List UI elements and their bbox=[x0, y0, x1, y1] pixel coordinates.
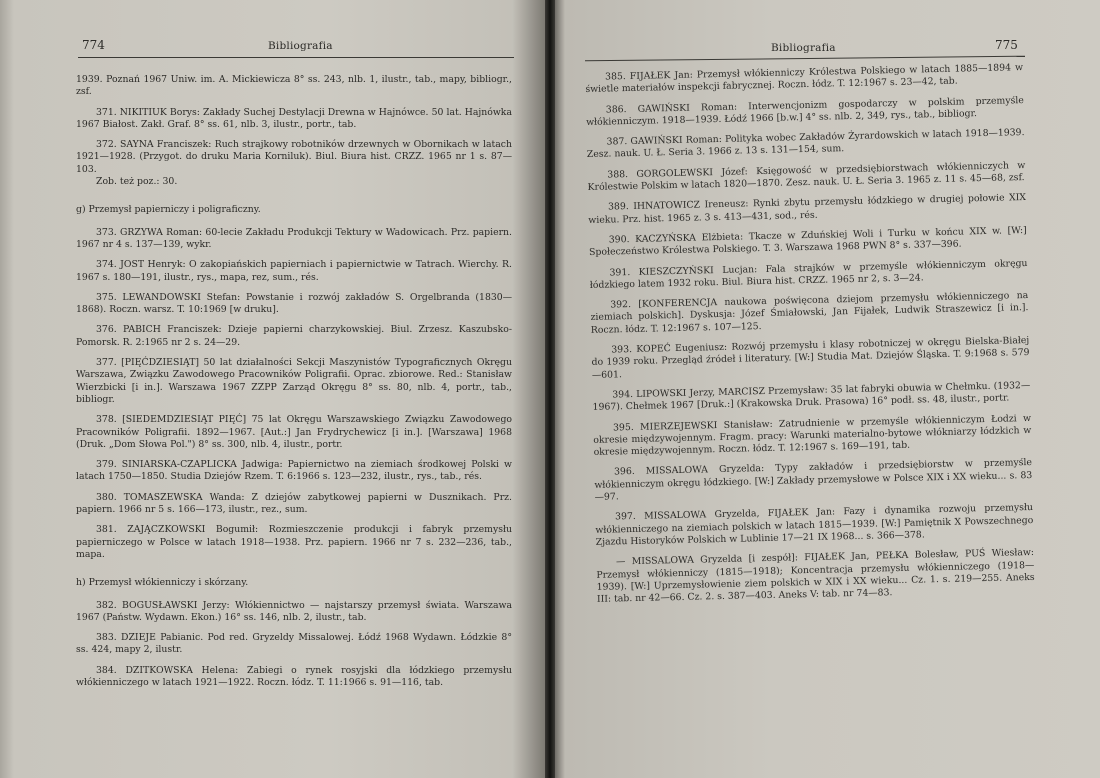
bibliography-entry: 394. LIPOWSKI Jerzy, MARCISZ Przemysław: 35 lat fabryki obuwia w Chełmku. (1932—1967). Chełmek 1967 [Druk.:] (Krakowska Druk. Prasowa) 16° podł. ss. 48, ilustr., portr. bbox=[592, 379, 1031, 414]
bibliography-entry: 388. GORGOLEWSKI Józef: Księgowość w przedsiębiorstwach włókienniczych w Królestwie Polskim w latach 1820—1870. Zesz. nauk. U. Ł. Seria 3. 1965 z. 11 s. 45—68, zsf. bbox=[587, 159, 1026, 194]
bibliography-entry: 396. MISSALOWA Gryzelda: Typy zakładów i przedsiębiorstw w przemyśle włókienniczym okręgu łódzkiego. [W:] Zakłady przemysłowe w Polsce XIX i XX wieku... s. 83—97. bbox=[594, 457, 1033, 503]
page-number: 774 bbox=[82, 38, 105, 52]
header-rule bbox=[585, 56, 1025, 62]
bibliography-entry: 375. LEWANDOWSKI Stefan: Powstanie i rozwój zakładów S. Orgelbranda (1830—1868). Roczn. warsz. T. 10:1969 [w druku]. bbox=[76, 291, 512, 316]
section-heading: h) Przemysł włókienniczy i skórzany. bbox=[76, 577, 249, 589]
bibliography-entry: 389. IHNATOWICZ Ireneusz: Rynki zbytu przemysłu łódzkiego w drugiej połowie XIX wieku. Prz. hist. 1965 z. 3 s. 413—431, sod., rés. bbox=[588, 192, 1027, 226]
running-head: Bibliografia bbox=[771, 42, 836, 54]
bibliography-entry: 387. GAWIŃSKI Roman: Polityka wobec Zakładów Żyrardowskich w latach 1918—1939. Zesz. nauk. U. Ł. Seria 3. 1966 z. 13 s. 131—154, sum. bbox=[586, 127, 1025, 161]
right-page-body bbox=[585, 62, 1035, 606]
right-page bbox=[555, 0, 1100, 778]
bibliography-entry: 372. SAYNA Franciszek: Ruch strajkowy robotników drzewnych w Obornikach w latach 1921—1928. (Przygot. do druku Maria Korniluk). Biul. Biura hist. CRZZ. 1965 nr 1 s. 87—103. bbox=[76, 139, 512, 175]
bibliography-entry: 393. KOPEĆ Eugeniusz: Rozwój przemysłu i klasy robotniczej w okręgu Bielska-Białej do 1939 roku. Przegląd źródeł i literatury. [W:] Studia Mat. Dziejów Śląska. T. 9:1968 s. 579—601. bbox=[591, 335, 1030, 381]
bibliography-entry: 397. MISSALOWA Gryzelda, FIJAŁEK Jan: Fazy i dynamika rozwoju przemysłu włókienniczego na ziemiach polskich w latach 1815—1939. [W:] Pamiętnik X Powszechnego Zjazdu Historyków Polskich w Lublinie 17—21 IX 1968... s. 366—378. bbox=[595, 502, 1034, 548]
continuation-text: 1939. Poznań 1967 Uniw. im. A. Mickiewicza 8° ss. 243, nlb. 1, ilustr., tab., mapy, bibliogr., zsf. bbox=[76, 74, 512, 98]
bibliography-entry: 390. KACZYŃSKA Elżbieta: Tkacze w Zduńskiej Woli i Turku w końcu XIX w. [W:] Społeczeństwo Królestwa Polskiego. T. 3. Warszawa 1968 PWN 8° s. 337—396. bbox=[588, 224, 1027, 259]
bibliography-entry: 374. JOST Henryk: O zakopiańskich papierniach i papiernictwie w Tatrach. Wierchy. R. 1967 s. 180—191, ilustr., rys., mapa, rez, sum., rés. bbox=[76, 259, 512, 283]
cross-reference: Zob. też poz.: 30. bbox=[96, 176, 178, 188]
bibliography-entry: 383. DZIEJE Pabianic. Pod red. Gryzeldy Missalowej. Łódź 1968 Wydawn. Łódzkie 8° ss. 424, mapy 2, ilustr. bbox=[76, 632, 512, 656]
bibliography-entry: 384. DZITKOWSKA Helena: Zabiegi o rynek rosyjski dla łódzkiego przemysłu włókienniczego w latach 1921—1922. Roczn. łódz. T. 11:1966 s. 91—116, tab. bbox=[76, 664, 512, 688]
bibliography-entry: 377. [PIĘĆDZIESIĄT] 50 lat działalności Sekcji Maszynistów Typograficznych Okręgu Warszawa, Związku Zawodowego Pracowników Poligrafii. Oprac. zbiorowe. Red.: Stanisław Wierzbicki [i in.]. Warszawa 1967 ZZPP Zarząd Okręgu 8° ss. 80, nlb. 4, portr., tab., bibliogr. bbox=[76, 357, 512, 405]
bibliography-entry: 382. BOGUSŁAWSKI Jerzy: Włókiennictwo — najstarszy przemysł świata. Warszawa 1967 (Państw. Wydawn. Ekon.) 16° ss. 146, nlb. 2, ilustr., tab. bbox=[76, 599, 512, 623]
left-page bbox=[0, 0, 545, 778]
bibliography-entry: 395. MIERZEJEWSKI Stanisław: Zatrudnienie w przemyśle włókienniczym Łodzi w okresie międzywojennym. Fragm. pracy: Warunki materialno-bytowe włókniarzy łódzkich w okresie międzywojennym. Roczn. łódz. T. 12:1967 s. 169—191, tab. bbox=[593, 412, 1032, 459]
bibliography-entry: 379. SINIARSKA-CZAPLICKA Jadwiga: Papiernictwo na ziemiach środkowej Polski w latach 1750—1850. Studia Dziejów Rzem. T. 6:1966 s. 123—232, ilustr., rys., tab., rés. bbox=[76, 459, 512, 483]
bibliography-entry: 371. NIKITIUK Borys: Zakłady Suchej Destylacji Drewna w Hajnówce. 50 lat. Hajnówka 1967 Białost. Zakł. Graf. 8° ss. 61, nlb. 3, ilustr., portr., tab. bbox=[76, 106, 512, 130]
bibliography-entry: 385. FIJAŁEK Jan: Przemysł włókienniczy Królestwa Polskiego w latach 1885—1894 w świetle materiałów inspekcji fabrycznej. Roczn. łódz. T. 12:1967 s. 23—42, tab. bbox=[585, 62, 1024, 96]
book-gutter bbox=[545, 0, 555, 778]
bibliography-entry: 391. KIESZCZYŃSKI Lucjan: Fala strajków w przemyśle włókienniczym okręgu łódzkiego latem 1932 roku. Biul. Biura hist. CRZZ. 1965 nr 2, s. 3—24. bbox=[589, 257, 1028, 291]
bibliography-entry: 386. GAWIŃSKI Roman: Interwencjonizm gospodarczy w polskim przemyśle włókienniczym. 1918—1939. Łódź 1966 [b.w.] 4° ss. nlb. 2, 349, rys., tab., bibliogr. bbox=[586, 94, 1024, 128]
bibliography-entry: 380. TOMASZEWSKA Wanda: Z dziejów zabytkowej papierni w Dusznikach. Prz. papiern. 1966 nr 5 s. 166—173, ilustr., rez., sum. bbox=[76, 491, 512, 516]
bibliography-entry: 378. [SIEDEMDZIESIĄT PIĘĆ] 75 lat Okręgu Warszawskiego Związku Zawodowego Pracowników Poligrafii. 1892—1967. [Aut.:] Jan Frydrychewicz [i in.]. [Warszawa] 1968 (Druk. „Dom Słowa Pol.") 8° ss. 300, nlb. 4, ilustr., portr. bbox=[76, 414, 512, 450]
section-heading: g) Przemysł papierniczy i poligraficzny. bbox=[76, 204, 261, 216]
header-rule bbox=[78, 57, 514, 58]
bibliography-entry: 392. [KONFERENCJA naukowa poświęcona dziejom przemysłu włókienniczego na ziemiach polskich]. Dyskusja: Józef Śmiałowski, Jan Fijałek, Ludwik Straszewicz [i in.]. Roczn. łódz. T. 12:1967 s. 107—125. bbox=[590, 290, 1029, 336]
bibliography-entry: 373. GRZYWA Roman: 60-lecie Zakładu Produkcji Tektury w Wadowicach. Prz. papiern. 1967 nr 4 s. 137—139, wykr. bbox=[76, 226, 512, 250]
left-page-body bbox=[76, 74, 512, 689]
bibliography-entry: 376. PABICH Franciszek: Dzieje papierni charzykowskiej. Biul. Zrzesz. Kaszubsko-Pomorsk. R. 2:1965 nr 2 s. 24—29. bbox=[76, 324, 512, 348]
bibliography-entry: 381. ZAJĄCZKOWSKI Bogumił: Rozmieszczenie produkcji i fabryk przemysłu papierniczego w Polsce w latach 1918—1938. Prz. papiern. 1966 nr 7 s. 232—236, tab., mapa. bbox=[76, 524, 512, 560]
page-number: 775 bbox=[995, 38, 1018, 52]
bibliography-entry: — MISSALOWA Gryzelda [i zespół]: FIJAŁEK Jan, PEŁKA Bolesław, PUŚ Wiesław: Przemysł włókienniczy (1815—1918); Koncentracja przemysłu włókienniczego (1918—1939). [W:] Uprzemysłowienie ziem polskich w XIX i XX wieku... Cz. 1. s. 219—255. Aneks III: tab. nr 42—66. Cz. 2. s. 387—403. Aneks V: tab. nr 74—83. bbox=[596, 547, 1035, 605]
running-head: Bibliografia bbox=[268, 40, 333, 52]
